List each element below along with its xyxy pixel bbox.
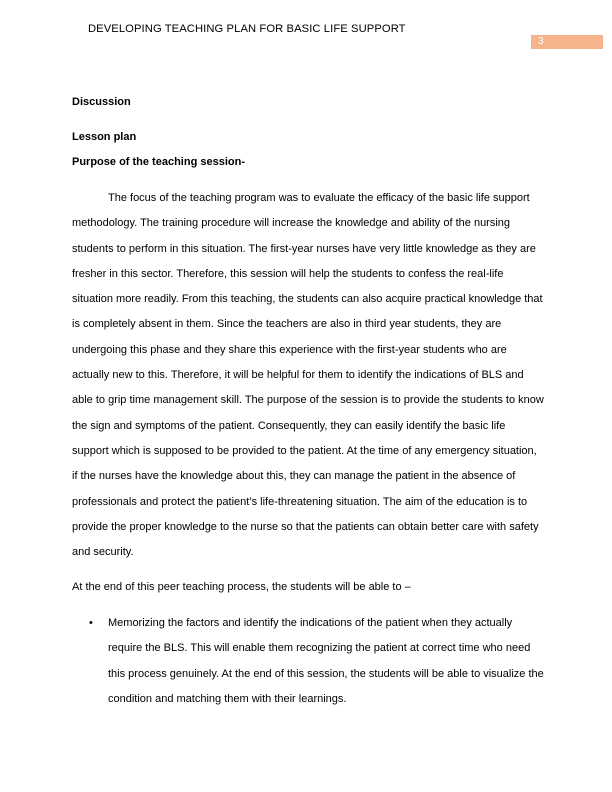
- section-heading-purpose: Purpose of the teaching session-: [72, 156, 245, 168]
- body-paragraph-text: The focus of the teaching program was to evaluate the efficacy of the basic life support methodology. The training procedure will increase the knowledge and ability of the nursing students to perform in this situation. The first-year nurses have very little knowledge as they are fresher in this sector. Therefore, this session will help the students to confess the real-life situation more readily. From this teaching, the students can also acquire practical knowledge that is completely absent in them. Since the teachers are also in third year students, they are undergoing this phase and they share this experience with the first-year students who are actually new to this. Therefore, it will be helpful for them to identify the indications of BLS and able to grip time management skill. The purpose of the session is to provide the students to know the sign and symptoms of the patient. Consequently, they can easily identify the basic life support which is supposed to be provided to the patient. At the time of any emergency situation, if the nurses have the knowledge about this, they can manage the patient in the absence of professionals and protect the patient’s life-threatening situation. The aim of the education is to provide the proper knowledge to the nurse so that the patients can obtain better care with safety and security.: [72, 192, 544, 559]
- running-head: DEVELOPING TEACHING PLAN FOR BASIC LIFE SUPPORT: [88, 23, 406, 35]
- section-heading-discussion: Discussion: [72, 96, 131, 108]
- section-heading-lesson-plan: Lesson plan: [72, 131, 137, 143]
- bullet-marker: •: [89, 617, 93, 629]
- list-item: [72, 611, 544, 712]
- objectives-list: [72, 611, 544, 712]
- body-paragraph: [72, 186, 544, 565]
- page-number: 3: [531, 35, 603, 49]
- objectives-intro: At the end of this peer teaching process, the students will be able to –: [72, 581, 411, 593]
- list-item-text: Memorizing the factors and identify the indications of the patient when they actually require the BLS. This will enable them recognizing the patient at correct time who need this process genuinely. At the end of this session, the students will be able to visualize the condition and matching them with their learnings.: [108, 617, 544, 705]
